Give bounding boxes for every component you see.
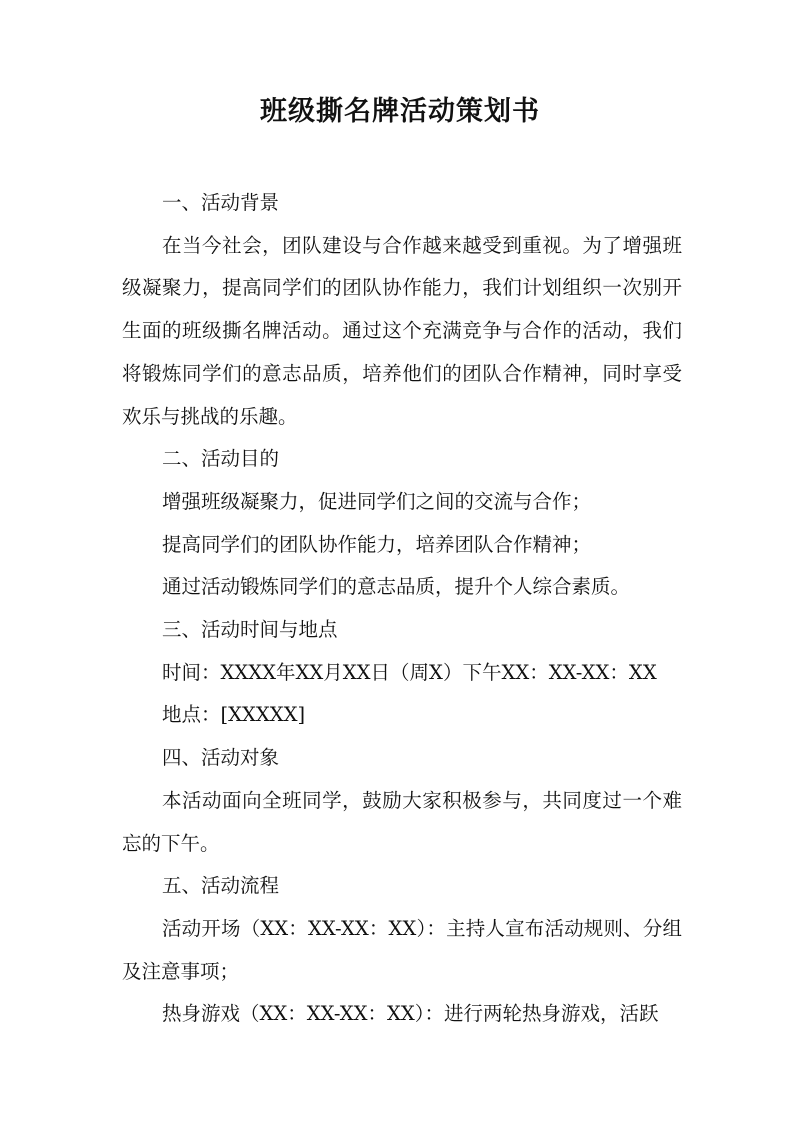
section-heading-background: 一、活动背景 [162,191,280,214]
process-item-warmup: 热身游戏（XX：XX-XX：XX）：进行两轮热身游戏，活跃 [162,1002,659,1026]
place-line: 地点：[XXXXX] [162,703,306,727]
section-heading-process: 五、活动流程 [162,874,280,898]
section-heading-time-place: 三、活动时间与地点 [162,618,338,642]
purpose-item-3: 通过活动锻炼同学们的意志品质，提升个人综合素质。 [162,575,631,599]
section-heading-purpose: 二、活动目的 [162,447,280,471]
document-title: 班级撕名牌活动策划书 [260,96,540,127]
paragraph-background: 在当今社会，团队建设与合作越来越受到重视。为了增强班级凝聚力，提高同学们的团队协作能力，我们计划组织一次别开生面的班级撕名牌活动。通过这个充满竞争与合作的活动，我们将锻炼同学们的意志品质，培养他们的团队合作精神，同时享受欢乐与挑战的乐趣。 [122,233,682,428]
purpose-item-1: 增强班级凝聚力，促进同学们之间的交流与合作； [162,489,592,513]
section-heading-participants: 四、活动对象 [162,746,280,770]
process-item-opening: 活动开场（XX：XX-XX：XX）：主持人宣布活动规则、分组及注意事项； [122,916,682,983]
document-body [122,182,682,1036]
time-line: 时间：XXXX年XX月XX日（周X）下午XX：XX-XX：XX [162,660,657,684]
purpose-item-2: 提高同学们的团队协作能力，培养团队合作精神； [162,532,592,556]
paragraph-participants: 本活动面向全班同学，鼓励大家积极参与，共同度过一个难忘的下午。 [122,788,682,855]
